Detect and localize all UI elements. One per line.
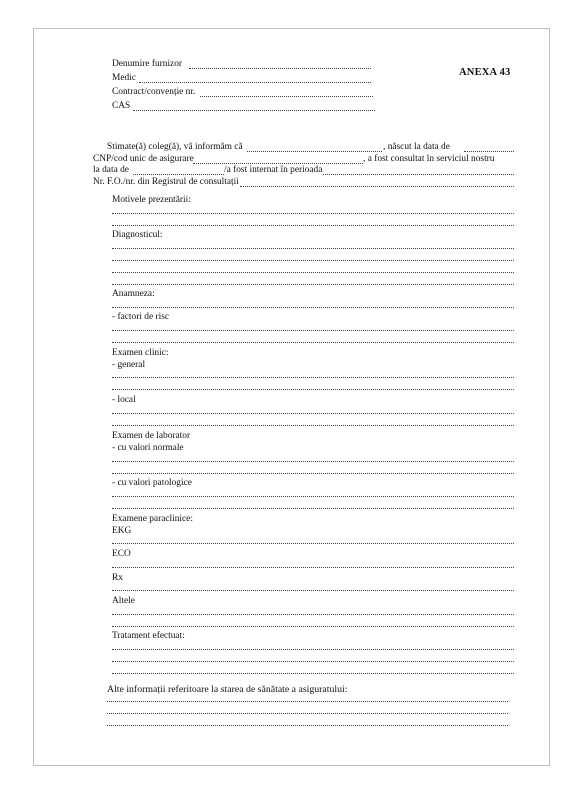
register-number-field[interactable] (240, 186, 514, 187)
other-line[interactable] (112, 626, 514, 627)
treatment-line[interactable] (112, 649, 514, 650)
lab-pathologic-title: - cu valori patologice (112, 478, 192, 488)
section-other-info-title: Alte informații referitoare la starea de sănătate a asiguratului: (107, 684, 348, 695)
other-info-line[interactable] (107, 725, 508, 726)
lab-normal-title: - cu valori normale (112, 443, 184, 453)
motive-line[interactable] (112, 225, 514, 226)
risk-factors-title: - factori de risc (112, 312, 170, 322)
anamneza-line[interactable] (112, 307, 514, 308)
intro-line1-birth: , născut la data de (383, 142, 450, 152)
rx-label: Rx (112, 573, 123, 583)
form-page (33, 28, 550, 766)
hospital-period-field[interactable] (323, 174, 514, 175)
intro-line4-register: Nr. F.O./nr. din Registrul de consultații (93, 177, 239, 187)
section-clinical-title: Examen clinic: (112, 348, 169, 358)
clinical-local-line[interactable] (112, 413, 514, 414)
section-motive-title: Motivele prezentării: (112, 195, 191, 205)
clinical-general-title: - general (112, 360, 146, 370)
intro-line1-text: Stimate(ă) coleg(ă), vă informăm că (107, 142, 243, 152)
other-line[interactable] (112, 614, 514, 615)
rx-line[interactable] (112, 590, 514, 591)
lab-pathologic-line[interactable] (112, 496, 514, 497)
patient-name-field[interactable] (247, 151, 382, 152)
lab-normal-line[interactable] (112, 461, 514, 462)
intro-line3-hospital: /a fost internat în perioada (224, 165, 323, 175)
other-info-line[interactable] (107, 713, 508, 714)
section-paraclinical-title: Examene paraclinice: (112, 514, 193, 524)
intro-line2-consulted: , a fost consultat în serviciul nostru (363, 154, 495, 164)
other-label: Altele (112, 596, 135, 606)
section-treatment-title: Tratament efectuat: (112, 631, 185, 641)
clinical-general-line[interactable] (112, 377, 514, 378)
doctor-label: Medic (112, 73, 136, 83)
eco-label: ECO (112, 549, 131, 559)
lab-pathologic-line[interactable] (112, 508, 514, 509)
treatment-line[interactable] (112, 661, 514, 662)
section-lab-title: Examen de laborator (112, 431, 191, 441)
supplier-field[interactable] (189, 68, 371, 69)
eco-line[interactable] (112, 567, 514, 568)
clinical-general-line[interactable] (112, 389, 514, 390)
diagnostic-line[interactable] (112, 260, 514, 261)
section-diagnostic-title: Diagnosticul: (112, 230, 163, 240)
risk-factors-line[interactable] (112, 342, 514, 343)
treatment-line[interactable] (112, 673, 514, 674)
contract-field[interactable] (200, 96, 373, 97)
annex-number: ANEXA 43 (459, 67, 511, 78)
other-info-line[interactable] (107, 701, 508, 702)
cas-label: CAS (112, 101, 131, 111)
diagnostic-line[interactable] (112, 248, 514, 249)
section-anamneza-title: Anamneza: (112, 289, 155, 299)
risk-factors-line[interactable] (112, 330, 514, 331)
ekg-line[interactable] (112, 543, 514, 544)
motive-line[interactable] (112, 213, 514, 214)
doctor-field[interactable] (139, 82, 371, 83)
lab-normal-line[interactable] (112, 473, 514, 474)
clinical-local-title: - local (112, 395, 136, 405)
ekg-label: EKG (112, 526, 132, 536)
diagnostic-line[interactable] (112, 284, 514, 285)
consult-date-field[interactable] (133, 174, 224, 175)
cas-field[interactable] (133, 110, 375, 111)
intro-line2-cnp: CNP/cod unic de asigurare (93, 154, 194, 164)
supplier-label: Denumire furnizor (112, 59, 183, 69)
intro-line3-date: la data de (93, 165, 129, 175)
birth-date-field[interactable] (464, 151, 514, 152)
clinical-local-line[interactable] (112, 425, 514, 426)
cnp-field[interactable] (193, 163, 363, 164)
diagnostic-line[interactable] (112, 272, 514, 273)
contract-label: Contract/convenție nr. (112, 87, 196, 97)
